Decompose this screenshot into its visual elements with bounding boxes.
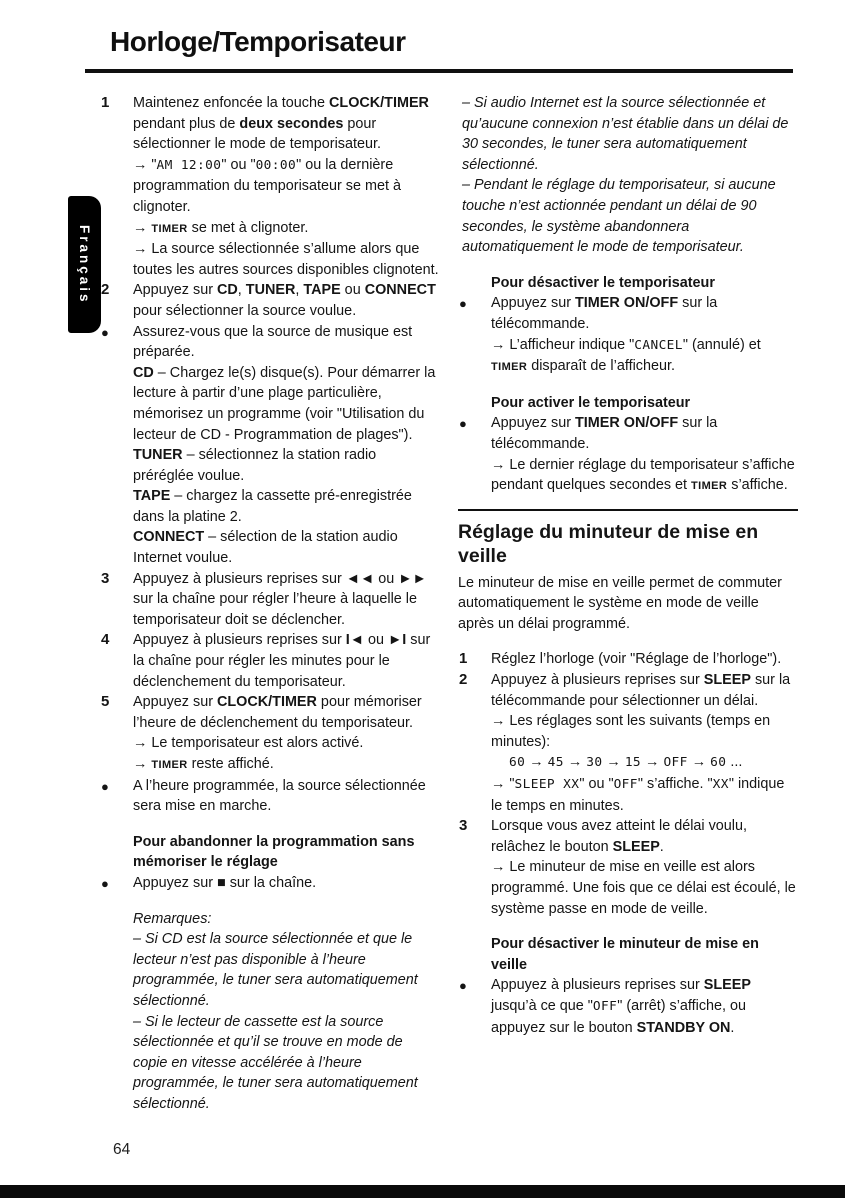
- instruction-step: [100, 280, 440, 321]
- text-segment: Appuyez à plusieurs reprises sur: [133, 632, 346, 649]
- sub-heading: [458, 393, 798, 414]
- display-text: SLEEP XX: [514, 777, 580, 793]
- text-segment: →: [525, 754, 548, 771]
- text-segment: La source sélectionnée s’allume alors que toutes les autres sources disponibles clignotent.: [133, 241, 439, 278]
- text-segment: CD: [133, 364, 154, 381]
- text-segment: Maintenez enfoncée la touche: [133, 95, 330, 111]
- step-number: 4: [101, 631, 110, 649]
- result-line: [100, 155, 440, 218]
- result-arrow-icon: →: [491, 859, 510, 876]
- text-segment: " (annulé) et: [682, 336, 761, 353]
- paragraph: [100, 527, 440, 568]
- spacer: [458, 258, 798, 273]
- text-segment: pour mémoriser l’heure de déclenchement du temporisateur.: [133, 694, 422, 731]
- text-segment: →: [602, 754, 625, 771]
- bullet-item: [458, 975, 798, 1038]
- display-text: OFF: [613, 777, 638, 793]
- instruction-step: [100, 93, 440, 155]
- display-text: CANCEL: [634, 337, 683, 353]
- text-segment: I◄: [345, 632, 365, 649]
- left-column: [100, 93, 440, 1115]
- title-rule: [85, 69, 793, 73]
- text-segment: pour sélectionner le mode de temporisateur.: [133, 115, 381, 153]
- text-segment: – Si CD est la source sélectionnée et que le lecteur n’est pas disponible à l’heure programmée, le tuner sera automatiquement sélectionné.: [133, 931, 418, 1009]
- text-segment: TIMER ON/OFF: [575, 415, 679, 432]
- text-segment: CLOCK/TIMER: [217, 694, 317, 711]
- spacer: [100, 817, 440, 832]
- result-arrow-icon: →: [491, 713, 510, 730]
- text-segment: " ou ": [221, 156, 256, 173]
- text-segment: CONNECT: [364, 282, 436, 299]
- text-segment: sur la chaîne pour régler l’heure à laquelle le temporisateur doit se déclencher.: [133, 591, 417, 628]
- page-number: 64: [113, 1141, 131, 1158]
- text-segment: Appuyez sur: [491, 415, 575, 432]
- text-segment: ►►: [398, 570, 427, 587]
- note-line: [100, 909, 440, 930]
- text-segment: " ou la dernière programmation du temporisateur se met à clignoter.: [133, 156, 401, 215]
- paragraph: [100, 363, 440, 445]
- bullet-icon: ●: [459, 416, 467, 432]
- instruction-step: [458, 649, 798, 670]
- text-segment: sur la télécommande.: [491, 415, 718, 452]
- paragraph: [100, 445, 440, 486]
- instruction-step: [100, 630, 440, 692]
- display-text: 15: [624, 755, 642, 771]
- bullet-icon: ●: [459, 296, 467, 312]
- result-line: [100, 754, 440, 776]
- text-segment: →: [641, 754, 664, 771]
- text-segment: pendant plus de: [133, 115, 240, 132]
- text-segment: ": [151, 156, 157, 173]
- result-line: [458, 857, 798, 919]
- text-segment: – Si audio Internet est la source sélectionnée et qu’aucune connexion n’est établie dans un délai de 30 secondes, le tuner sera automatiquement sélectionné.: [462, 95, 789, 173]
- text-segment: CD: [217, 282, 238, 299]
- sub-heading: [458, 934, 798, 975]
- text-segment: .: [659, 838, 664, 855]
- text-segment: Réglez l’horloge (voir "Réglage de l’horloge").: [491, 651, 782, 668]
- instruction-step: [458, 670, 798, 711]
- text-segment: – sélectionnez la station radio préréglée voulue.: [133, 447, 377, 484]
- text-segment: Le temporisateur est alors activé.: [151, 735, 364, 752]
- text-segment: Appuyez à plusieurs reprises sur: [491, 672, 704, 689]
- result-line: [458, 335, 798, 378]
- bullet-item: [458, 413, 798, 454]
- text-segment: " ou ": [579, 776, 614, 793]
- text-segment: Appuyez sur: [491, 295, 575, 312]
- text-segment: Les réglages sont les suivants (temps en minutes):: [491, 713, 771, 750]
- display-sequence: [458, 752, 798, 774]
- indicator-label: TIMER: [151, 759, 188, 771]
- spacer: [458, 378, 798, 393]
- text-segment: Pour désactiver le minuteur de mise en veille: [491, 936, 759, 973]
- text-segment: Appuyez sur: [133, 874, 217, 891]
- bullet-item: [100, 873, 440, 894]
- text-segment: " s’affiche. ": [637, 776, 713, 793]
- spacer: [100, 894, 440, 909]
- text-segment: Remarques:: [133, 910, 212, 927]
- result-line: [458, 711, 798, 752]
- sub-heading: [458, 273, 798, 294]
- step-number: 2: [101, 281, 110, 299]
- text-segment: sur la télécommande pour sélectionner un délai.: [491, 672, 791, 709]
- result-line: [458, 455, 798, 497]
- text-segment: Pour abandonner la programmation sans mémoriser le réglage: [133, 833, 415, 871]
- text-segment: Le dernier réglage du temporisateur s’affiche pendant quelques secondes et: [491, 456, 795, 494]
- text-segment: CLOCK/TIMER: [329, 95, 429, 111]
- step-number: 1: [459, 650, 468, 668]
- indicator-label: TIMER: [691, 480, 728, 493]
- text-segment: pour sélectionner la source voulue.: [133, 302, 357, 319]
- result-arrow-icon: →: [491, 456, 510, 473]
- text-segment: ...: [726, 754, 743, 771]
- bullet-icon: ●: [101, 778, 109, 794]
- text-segment: Appuyez sur: [133, 694, 217, 711]
- instruction-step: [100, 569, 440, 631]
- spacer: [458, 919, 798, 934]
- text-segment: sur la chaîne.: [225, 874, 317, 891]
- text-segment: →: [687, 754, 711, 771]
- instruction-step: [100, 692, 440, 733]
- text-segment: TAPE: [133, 488, 171, 505]
- result-line: [100, 239, 440, 280]
- step-number: 5: [101, 693, 110, 711]
- display-text: OFF: [663, 755, 688, 771]
- text-segment: sur la télécommande.: [491, 295, 718, 332]
- text-segment: Pour désactiver le temporisateur: [491, 274, 715, 291]
- result-line: [100, 733, 440, 754]
- display-text: OFF: [592, 998, 618, 1014]
- text-segment: – Pendant le réglage du temporisateur, si aucune touche n’est actionnée pendant un délai de 90 secondes, le système abandonnera automatiquement le mode de temporisateur.: [462, 177, 776, 256]
- text-segment: TUNER: [245, 282, 296, 299]
- text-segment: ou: [364, 632, 389, 649]
- text-segment: Appuyez sur: [133, 282, 217, 299]
- result-arrow-icon: →: [133, 219, 152, 236]
- step-number: 1: [101, 94, 110, 111]
- instruction-step: [458, 816, 798, 857]
- text-segment: " (arrêt) s’affiche, ou appuyez sur le bouton: [491, 997, 747, 1036]
- text-segment: ■: [217, 874, 226, 891]
- step-number: 3: [101, 569, 110, 587]
- bullet-item: [458, 293, 798, 334]
- text-segment: Pour activer le temporisateur: [491, 394, 691, 411]
- right-column: [458, 93, 798, 1038]
- text-segment: →: [563, 754, 587, 771]
- result-arrow-icon: →: [491, 776, 510, 793]
- note-line: [458, 175, 798, 257]
- text-segment: – chargez la cassette pré-enregistrée dans la platine 2.: [133, 488, 412, 525]
- section-heading: [458, 509, 798, 568]
- text-segment: CONNECT: [133, 529, 205, 546]
- text-segment: ◄◄: [345, 570, 375, 587]
- text-segment: TUNER: [133, 447, 183, 464]
- result-arrow-icon: →: [133, 156, 152, 173]
- text-segment: TAPE: [303, 282, 341, 299]
- text-segment: ,: [295, 282, 304, 299]
- text-segment: ou: [340, 282, 365, 299]
- bullet-icon: ●: [459, 978, 467, 994]
- section-intro: [458, 573, 798, 635]
- text-segment: Assurez-vous que la source de musique est préparée.: [133, 323, 413, 361]
- note-line: [458, 93, 798, 175]
- display-text: AM 12:00: [156, 157, 222, 173]
- text-segment: Réglage du minuteur de mise en veille: [458, 520, 759, 567]
- bullet-icon: ●: [101, 324, 109, 340]
- step-number: 3: [459, 817, 468, 835]
- text-segment: reste affiché.: [187, 756, 274, 772]
- text-segment: SLEEP: [703, 977, 751, 994]
- spacer: [458, 634, 798, 649]
- text-segment: sur la chaîne pour régler les minutes pour le déclenchement du temporisateur.: [133, 632, 431, 690]
- sub-heading: [100, 832, 440, 873]
- text-segment: L’afficheur indique ": [509, 336, 635, 353]
- result-arrow-icon: →: [133, 756, 152, 772]
- text-segment: – sélection de la station audio Internet voulue.: [133, 529, 398, 567]
- display-text: 60: [710, 755, 727, 771]
- text-segment: ": [509, 776, 515, 793]
- display-text: 45: [547, 755, 564, 771]
- text-segment: Appuyez à plusieurs reprises sur: [491, 977, 704, 994]
- note-line: [100, 929, 440, 1011]
- display-text: 00:00: [255, 157, 297, 173]
- indicator-label: TIMER: [151, 222, 188, 235]
- text-segment: Le minuteur de mise en veille est alors programmé. Une fois que ce délai est écoulé, le système passe en mode de veille.: [491, 859, 796, 917]
- text-segment: se met à clignoter.: [187, 219, 309, 236]
- text-segment: deux secondes: [239, 115, 344, 132]
- paragraph: [100, 486, 440, 527]
- indicator-label: TIMER: [491, 361, 528, 374]
- text-segment: STANDBY ON: [636, 1019, 731, 1036]
- result-line: [100, 218, 440, 240]
- text-segment: Appuyez à plusieurs reprises sur: [133, 570, 346, 587]
- language-tab: [68, 196, 101, 333]
- text-segment: SLEEP: [612, 838, 660, 855]
- text-segment: jusqu’à ce que ": [491, 997, 593, 1014]
- text-segment: – Chargez le(s) disque(s). Pour démarrer la lecture à partir d’une plage particulière, mémorisez un programme (voir "Utilisation du lecteur de CD - Programmation de plages").: [133, 364, 436, 443]
- bottom-bar: [0, 1185, 845, 1198]
- text-segment: TIMER ON/OFF: [575, 295, 679, 312]
- text-segment: .: [730, 1019, 735, 1036]
- display-text: XX: [712, 777, 729, 793]
- step-number: 2: [459, 671, 468, 689]
- text-segment: ou: [374, 570, 399, 587]
- display-text: 30: [586, 755, 603, 771]
- text-segment: Le minuteur de mise en veille permet de commuter automatiquement le système en mode de veille après un délai programmé.: [458, 574, 782, 632]
- text-segment: – Si le lecteur de cassette est la source sélectionnée et qu’il se trouve en mode de copie en vitesse accélérée à l’heure programmée, le tuner sera automatiquement sélectionné.: [133, 1013, 418, 1112]
- bullet-item: [100, 322, 440, 363]
- text-segment: " indique le temps en minutes.: [491, 776, 785, 814]
- bullet-icon: ●: [101, 875, 109, 891]
- text-segment: ►I: [388, 632, 407, 649]
- display-text: 60: [509, 755, 526, 771]
- result-arrow-icon: →: [491, 336, 510, 353]
- page-title: Horloge/Temporisateur: [110, 26, 406, 57]
- language-tab-label: Français: [77, 224, 92, 305]
- text-segment: Lorsque vous avez atteint le délai voulu, relâchez le bouton: [491, 818, 747, 855]
- bullet-item: [100, 776, 440, 817]
- text-segment: ,: [237, 282, 246, 299]
- result-line: [458, 774, 798, 816]
- result-arrow-icon: →: [133, 241, 152, 258]
- text-segment: disparaît de l’afficheur.: [527, 358, 675, 375]
- note-line: [100, 1012, 440, 1115]
- text-segment: A l’heure programmée, la source sélectionnée sera mise en marche.: [133, 777, 426, 815]
- text-segment: SLEEP: [703, 672, 751, 689]
- text-segment: s’affiche.: [727, 477, 788, 494]
- result-arrow-icon: →: [133, 735, 152, 752]
